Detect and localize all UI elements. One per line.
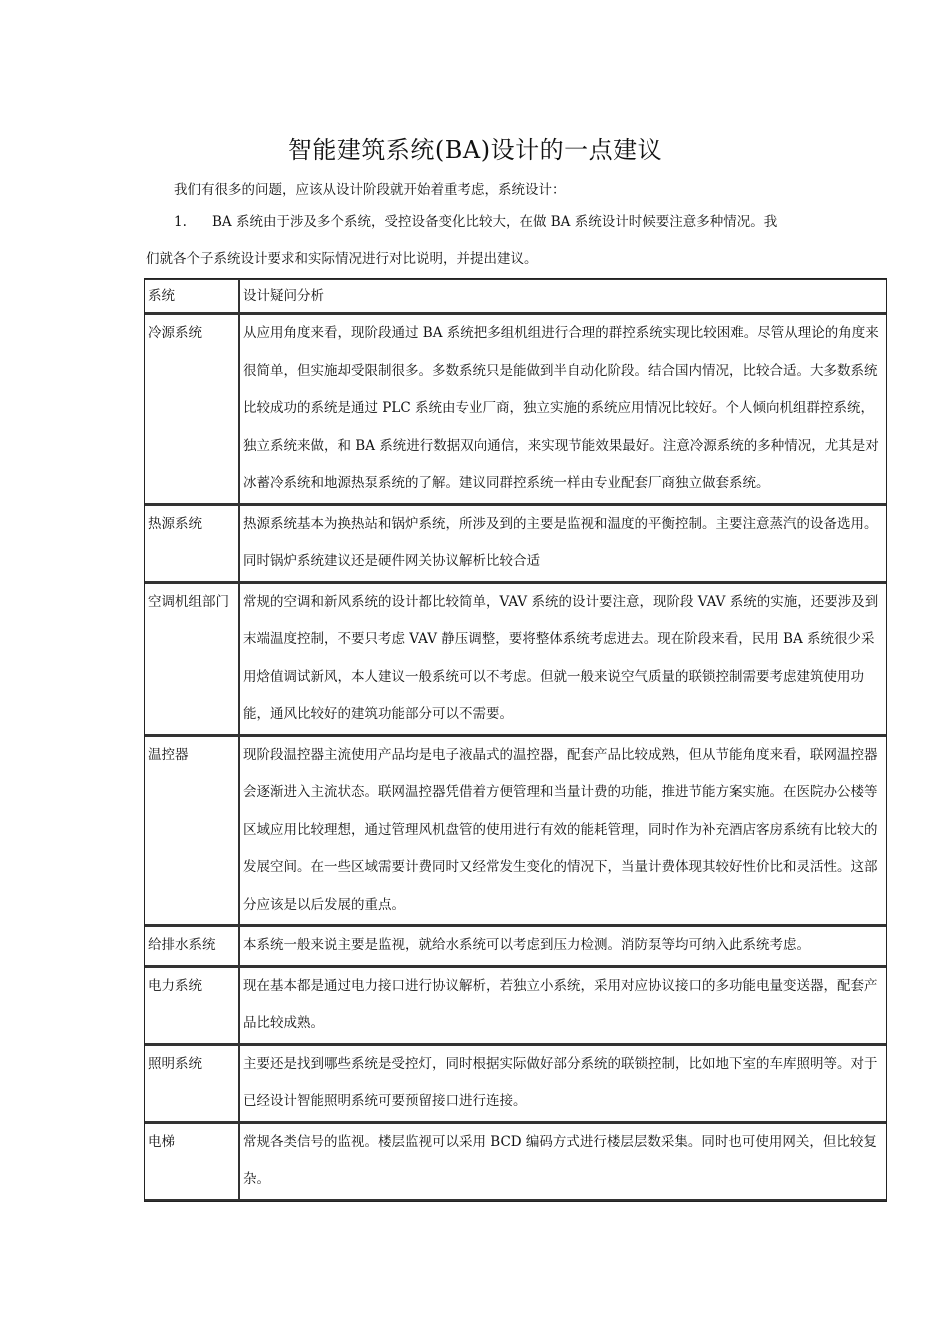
row-analysis: 从应用角度来看，现阶段通过 BA 系统把多组机组进行合理的群控系统实现比较困难。尽管从理论的角度来很简单，但实施却受限制很多。多数系统只是能做到半自动化阶段。结合国内情况，比较合适。大多数系统比较成功的系统是通过 PLC 系统由专业厂商，独立实施的系统应用情况比较好。个人倾向机组群控系统，独立系统来做，和 BA 系统进行数据双向通信，来实现节能效果最好。注意冷源系统的多种情况，尤其是对冰蓄冷系统和地源热泵系统的了解。建议同群控系统一样由专业配套厂商独立做套系统。 (240, 314, 886, 505)
header-system: 系统 (145, 279, 240, 314)
row-system: 空调机组部门 (145, 583, 240, 736)
table-row (145, 583, 886, 736)
item-text-line-1: BA 系统由于涉及多个系统，受控设备变化比较大，在做 BA 系统设计时候要注意多种情况。我 (212, 214, 778, 230)
row-system: 冷源系统 (145, 314, 240, 505)
table-row (145, 967, 886, 1045)
table-header-row (145, 279, 886, 314)
row-analysis: 本系统一般来说主要是监视，就给水系统可以考虑到压力检测。消防泵等均可纳入此系统考虑。 (240, 926, 886, 967)
row-system: 热源系统 (145, 505, 240, 583)
row-system: 照明系统 (145, 1045, 240, 1123)
numbered-item-line-2: 们就各个子系统设计要求和实际情况进行对比说明，并提出建议。 (146, 251, 538, 267)
row-system: 给排水系统 (145, 926, 240, 967)
intro-paragraph: 我们有很多的问题，应该从设计阶段就开始着重考虑，系统设计： (174, 182, 566, 198)
design-analysis-table (144, 278, 887, 1202)
header-analysis: 设计疑问分析 (240, 279, 886, 314)
row-analysis: 热源系统基本为换热站和锅炉系统，所涉及到的主要是监视和温度的平衡控制。主要注意蒸汽的设备选用。同时锅炉系统建议还是硬件网关协议解析比较合适 (240, 505, 886, 583)
table-row (145, 1123, 886, 1201)
row-system: 温控器 (145, 736, 240, 927)
row-analysis: 常规各类信号的监视。楼层监视可以采用 BCD 编码方式进行楼层层数采集。同时也可使用网关，但比较复杂。 (240, 1123, 886, 1201)
table-row (145, 314, 886, 505)
numbered-item-line-1 (174, 212, 777, 232)
row-analysis: 常规的空调和新风系统的设计都比较简单，VAV 系统的设计要注意，现阶段 VAV 系统的实施，还要涉及到末端温度控制，不要只考虑 VAV 静压调整，要将整体系统考虑进去。现在阶段来看，民用 BA 系统很少采用焓值调试新风，本人建议一般系统可以不考虑。但就一般来说空气质量的联锁控制需要考虑建筑使用功能，通风比较好的建筑功能部分可以不需要。 (240, 583, 886, 736)
row-system: 电梯 (145, 1123, 240, 1201)
item-number: 1. (174, 214, 187, 230)
row-analysis: 现在基本都是通过电力接口进行协议解析，若独立小系统，采用对应协议接口的多功能电量变送器，配套产品比较成熟。 (240, 967, 886, 1045)
table-row (145, 926, 886, 967)
row-system: 电力系统 (145, 967, 240, 1045)
table-row (145, 505, 886, 583)
table-row (145, 736, 886, 927)
document-title: 智能建筑系统(BA)设计的一点建议 (287, 136, 663, 164)
row-analysis: 主要还是找到哪些系统是受控灯，同时根据实际做好部分系统的联锁控制，比如地下室的车库照明等。对于已经设计智能照明系统可要预留接口进行连接。 (240, 1045, 886, 1123)
row-analysis: 现阶段温控器主流使用产品均是电子液晶式的温控器，配套产品比较成熟，但从节能角度来看，联网温控器会逐渐进入主流状态。联网温控器凭借着方便管理和当量计费的功能，推进节能方案实施。在医院办公楼等区域应用比较理想，通过管理风机盘管的使用进行有效的能耗管理，同时作为补充酒店客房系统有比较大的发展空间。在一些区域需要计费同时又经常发生变化的情况下，当量计费体现其较好性价比和灵活性。这部分应该是以后发展的重点。 (240, 736, 886, 927)
table-row (145, 1045, 886, 1123)
